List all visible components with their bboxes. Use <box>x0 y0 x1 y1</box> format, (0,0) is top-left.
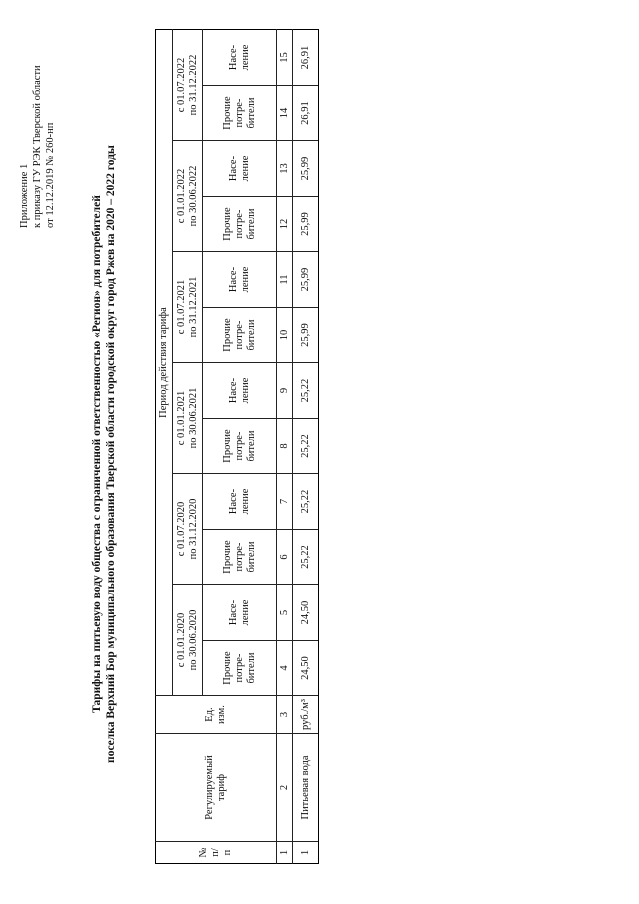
column-number-cell: 1 <box>277 842 293 864</box>
tariff-value-cell: 25,99 <box>293 197 319 252</box>
header-population: Насе- ление <box>203 141 277 197</box>
tariff-value-cell: 25,99 <box>293 141 319 197</box>
header-other-consumers: Прочие потре- бители <box>203 530 277 585</box>
header-population: Насе- ление <box>203 363 277 419</box>
header-unit: Ед. изм. <box>156 696 277 734</box>
column-number-cell: 5 <box>277 585 293 641</box>
column-number-cell: 7 <box>277 474 293 530</box>
period-header: с 01.01.2020 по 30.06.2020 <box>173 585 203 696</box>
header-other-consumers: Прочие потре- бители <box>203 419 277 474</box>
column-number-cell: 8 <box>277 419 293 474</box>
column-number-cell: 4 <box>277 641 293 696</box>
header-period: Период действия тарифа <box>156 29 173 695</box>
column-number-cell: 9 <box>277 363 293 419</box>
tariff-value-cell: 25,99 <box>293 308 319 363</box>
appendix-line-1: Приложение 1 <box>19 163 30 228</box>
unit-cell: руб./м³ <box>293 696 319 734</box>
tariff-value-cell: 24,50 <box>293 585 319 641</box>
row-number-cell: 1 <box>293 842 319 864</box>
column-number-cell: 14 <box>277 86 293 141</box>
tariff-value-cell: 24,50 <box>293 641 319 696</box>
tariff-table <box>155 29 319 864</box>
column-number-cell: 10 <box>277 308 293 363</box>
header-population: Насе- ление <box>203 585 277 641</box>
header-other-consumers: Прочие потре- бители <box>203 86 277 141</box>
column-number-cell: 11 <box>277 252 293 308</box>
column-number-cell: 12 <box>277 197 293 252</box>
title-line-2: поселка Верхний Бор муниципального образования Тверской области городской округ город Ржев на 2020 – 2022 годы <box>105 145 117 763</box>
appendix-note <box>18 28 57 228</box>
tariff-value-cell: 25,99 <box>293 252 319 308</box>
tariff-value-cell: 25,22 <box>293 530 319 585</box>
tariff-name-cell: Питьевая вода <box>293 734 319 842</box>
title-line-1: Тарифы на питьевую воду общества с ограниченной ответственностью «Регион» для потребителей <box>91 195 103 713</box>
column-number-cell: 6 <box>277 530 293 585</box>
header-regulated-tariff: Регулируемый тариф <box>156 734 277 842</box>
period-header: с 01.07.2020 по 31.12.2020 <box>173 474 203 585</box>
column-number-row <box>277 29 293 863</box>
tariff-value-cell: 25,22 <box>293 363 319 419</box>
tariff-value-cell: 26,91 <box>293 86 319 141</box>
column-number-cell: 15 <box>277 29 293 85</box>
period-header: с 01.01.2022 по 30.06.2022 <box>173 141 203 252</box>
header-other-consumers: Прочие потре- бители <box>203 308 277 363</box>
period-header: с 01.07.2022 по 31.12.2022 <box>173 29 203 140</box>
tariff-value-cell: 25,22 <box>293 474 319 530</box>
header-row-number: № п/ п <box>156 842 277 864</box>
tariff-value-cell: 26,91 <box>293 29 319 85</box>
appendix-line-2: к приказу ГУ РЭК Тверской области <box>32 65 43 228</box>
tariff-value-cell: 25,22 <box>293 419 319 474</box>
column-number-cell: 3 <box>277 696 293 734</box>
header-other-consumers: Прочие потре- бители <box>203 197 277 252</box>
header-population: Насе- ление <box>203 474 277 530</box>
column-number-cell: 2 <box>277 734 293 842</box>
period-header: с 01.01.2021 по 30.06.2021 <box>173 363 203 474</box>
header-other-consumers: Прочие потре- бители <box>203 641 277 696</box>
document-title <box>90 34 118 874</box>
column-number-cell: 13 <box>277 141 293 197</box>
header-population: Насе- ление <box>203 29 277 85</box>
appendix-line-3: от 12.12.2019 № 260-нп <box>45 122 56 228</box>
table-row <box>293 29 319 863</box>
period-header: с 01.07.2021 по 31.12.2021 <box>173 252 203 363</box>
header-population: Насе- ление <box>203 252 277 308</box>
